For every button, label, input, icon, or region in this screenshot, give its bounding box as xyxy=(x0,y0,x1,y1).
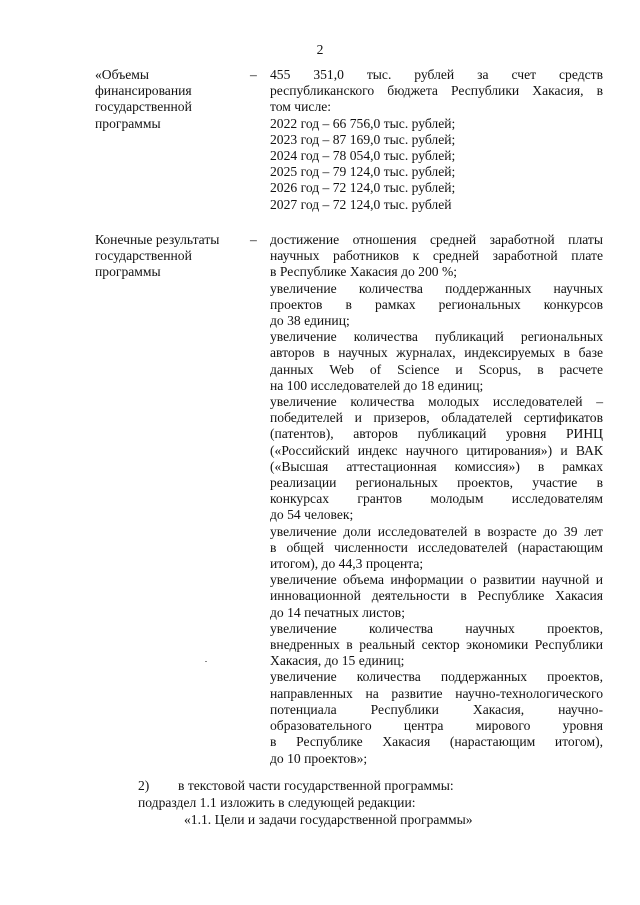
results-text-line: увеличение количества поддержанных проектов, xyxy=(270,669,603,685)
results-text-line: направленных на развитие научно-технологического xyxy=(270,685,603,701)
results-text-line: достижение отношения средней заработной платы xyxy=(270,232,603,247)
results-text-line: Хакасия, до 15 единиц; xyxy=(270,653,405,669)
results-text-line: образовательного центра мирового уровня xyxy=(270,718,603,734)
results-text-line: до 14 печатных листов; xyxy=(270,604,405,620)
funding-dash: – xyxy=(250,67,257,82)
funding-text-line: 2025 год – 79 124,0 тыс. рублей; xyxy=(270,164,456,180)
results-text-line: реализации региональных проектов, участие в xyxy=(270,475,603,491)
results-text-line: (патентов), авторов публикаций уровня РИНЦ xyxy=(270,426,603,442)
results-text-line: потенциала Республики Хакасия, научно- xyxy=(270,701,603,717)
results-text-line: в Республике Хакасия до 200 %; xyxy=(270,264,458,280)
results-text-line: до 54 человек; xyxy=(270,507,354,523)
funding-label-line: программы xyxy=(95,115,161,131)
results-text-line: авторов в научных журналах, индексируемых в базе xyxy=(270,345,603,361)
results-text-line: итогом), до 44,3 процента; xyxy=(270,556,424,572)
results-dash: – xyxy=(250,232,257,247)
item-text: в текстовой части государственной программы: xyxy=(178,778,454,793)
results-text-line: проектов в рамках региональных конкурсов xyxy=(270,296,603,312)
results-text-line: данных Web of Science и Scopus, в расчете xyxy=(270,361,603,377)
funding-label xyxy=(95,67,245,132)
results-content xyxy=(270,232,603,767)
funding-text-line: 2023 год – 87 169,0 тыс. рублей; xyxy=(270,131,456,147)
results-text-line: до 10 проектов»; xyxy=(270,750,368,766)
results-text-line: инновационной деятельности в Республике Хакасия xyxy=(270,588,603,604)
results-text-line: увеличение количества поддержанных научных xyxy=(270,280,603,296)
funding-content xyxy=(270,67,603,213)
funding-text-line: 455 351,0 тыс. рублей за счет средств xyxy=(270,67,603,82)
results-text-line: увеличение доли исследователей в возрасте до 39 лет xyxy=(270,523,603,539)
results-text-line: до 38 единиц; xyxy=(270,313,350,329)
funding-label-line: «Объемы xyxy=(95,67,149,82)
funding-label-line: государственной xyxy=(95,99,192,115)
results-label-line: Конечные результаты xyxy=(95,232,220,247)
results-text-line: («Российский индекс научного цитирования») и ВАК xyxy=(270,442,603,458)
funding-text-line: 2022 год – 66 756,0 тыс. рублей; xyxy=(270,115,456,131)
subsection-text: подраздел 1.1 изложить в следующей редакции: xyxy=(138,795,416,810)
amendment-item-2 xyxy=(138,778,618,794)
results-text-line: в Республике Хакасия (нарастающим итогом), xyxy=(270,734,603,750)
funding-text-line: 2024 год – 78 054,0 тыс. рублей; xyxy=(270,148,456,164)
results-text-line: на 100 исследователей до 18 единиц; xyxy=(270,377,484,393)
heading-text: «1.1. Цели и задачи государственной программы» xyxy=(184,812,473,827)
results-text-line: конкурсах грантов молодым исследователям xyxy=(270,491,603,507)
results-label-line: программы xyxy=(95,264,161,280)
results-label-line: государственной xyxy=(95,248,192,264)
results-text-line: («Высшая аттестационная комиссия») в рамках xyxy=(270,458,603,474)
item-number: 2) xyxy=(138,778,150,793)
results-text-line: в общей численности исследователей (нарастающим xyxy=(270,539,603,555)
results-text-line: увеличение количества научных проектов, xyxy=(270,620,603,636)
results-text-line: увеличение объема информации о развитии научной и xyxy=(270,572,603,588)
results-text-line: победителей и призеров, обладателей сертификатов xyxy=(270,410,603,426)
funding-text-line: республиканского бюджета Республики Хакасия, в xyxy=(270,83,603,99)
results-text-line: увеличение количества публикаций региональных xyxy=(270,329,603,345)
funding-text-line: 2027 год – 72 124,0 тыс. рублей xyxy=(270,196,452,212)
subsection-instruction xyxy=(138,795,618,811)
section-heading xyxy=(184,812,640,828)
results-label xyxy=(95,232,245,281)
page-number: 2 xyxy=(316,42,324,57)
scan-speck xyxy=(205,661,207,662)
results-text-line: научных работников к средней заработной плате xyxy=(270,248,603,264)
funding-text-line: 2026 год – 72 124,0 тыс. рублей; xyxy=(270,180,456,196)
funding-label-line: финансирования xyxy=(95,83,192,99)
results-text-line: внедренных в реальный сектор экономики Республики xyxy=(270,637,603,653)
funding-text-line: том числе: xyxy=(270,99,332,115)
results-text-line: увеличение количества молодых исследователей – xyxy=(270,394,603,410)
